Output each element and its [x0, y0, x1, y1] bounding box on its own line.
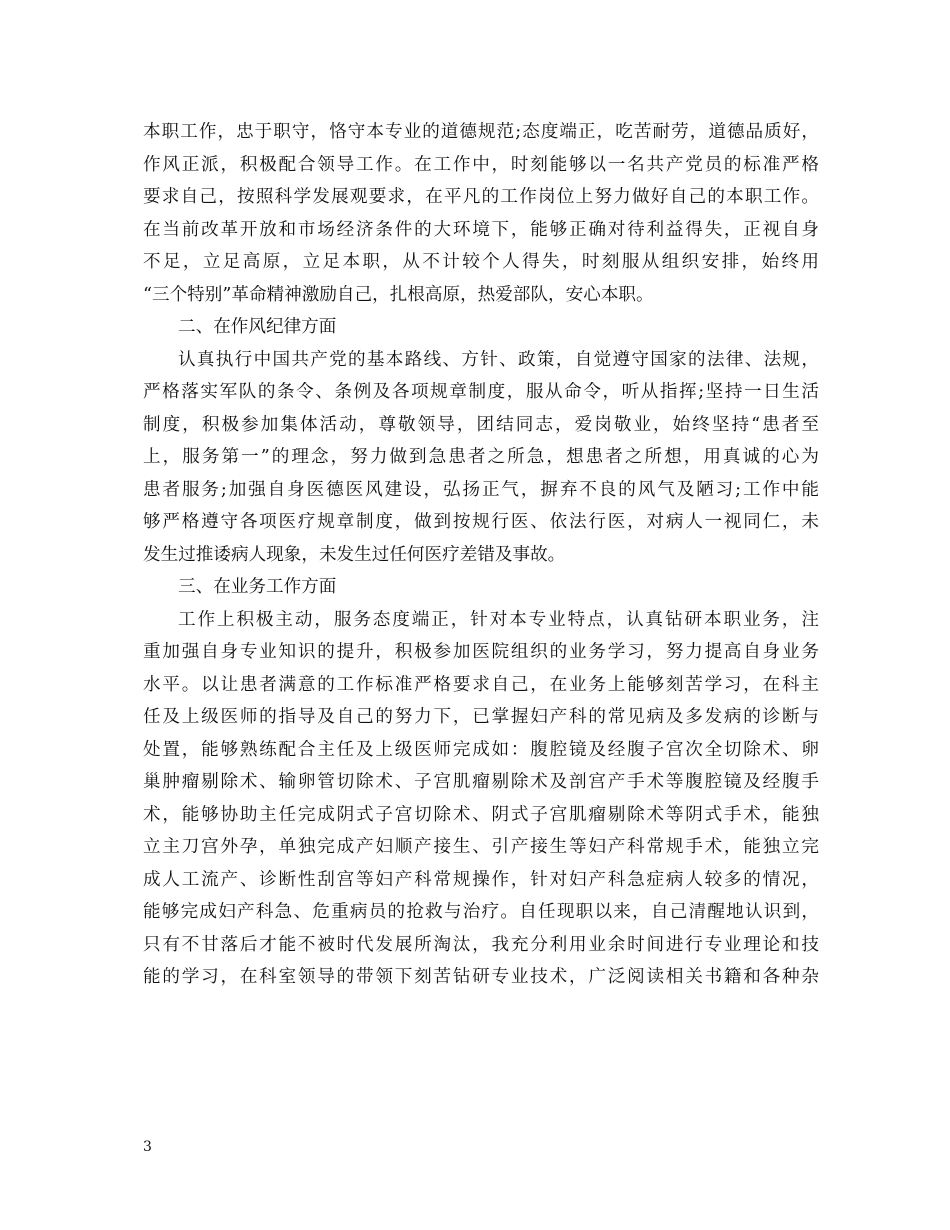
text-line: 本职工作，忠于职守，恪守本专业的道德规范;态度端正，吃苦耐劳，道德品质好， — [143, 122, 819, 142]
text-line: 作风正派，积极配合领导工作。在工作中，时刻能够以一名共产党员的标准严格 — [143, 154, 819, 175]
text-line: 制度，积极参加集体活动，尊敬领导，团结同志，爱岗敬业，始终坚持“患者至 — [143, 414, 819, 435]
text-line: 在当前改革开放和市场经济条件的大环境下，能够正确对待利益得失，正视自身 — [143, 219, 819, 240]
section-heading: 三、在业务工作方面 — [178, 577, 337, 597]
text-line: 上，服务第一”的理念，努力做到急患者之所急，想患者之所想，用真诚的心为 — [143, 447, 819, 467]
text-line: 水平。以让患者满意的工作标准严格要求自己，在业务上能够刻苦学习，在科主 — [143, 674, 819, 695]
text-line: 认真执行中国共产党的基本路线、方针、政策，自觉遵守国家的法律、法规， — [178, 349, 819, 370]
text-line: 能的学习，在科室领导的带领下刻苦钻研专业技术，广泛阅读相关书籍和各种杂 — [143, 967, 819, 987]
text-line: 只有不甘落后才能不被时代发展所淘汰，我充分利用业余时间进行专业理论和技 — [143, 934, 819, 955]
text-line: 重加强自身专业知识的提升，积极参加医院组织的业务学习，努力提高自身业务 — [143, 642, 819, 662]
text-line: “三个特别”革命精神激励自己，扎根高原，热爱部队，安心本职。 — [143, 284, 654, 305]
text-line: 工作上积极主动，服务态度端正，针对本专业特点，认真钻研本职业务，注 — [178, 609, 819, 630]
text-line: 巢肿瘤剔除术、输卵管切除术、子宫肌瘤剔除术及剖宫产手术等腹腔镜及经腹手 — [143, 772, 819, 792]
text-line: 严格落实军队的条令、条例及各项规章制度，服从命令，听从指挥;坚持一日生活 — [143, 382, 819, 402]
text-line: 任及上级医师的指导及自己的努力下，已掌握妇产科的常见病及多发病的诊断与 — [143, 707, 819, 727]
text-line: 立主刀宫外孕，单独完成产妇顺产接生、引产接生等妇产科常规手术，能独立完 — [143, 837, 819, 857]
text-line: 不足，立足高原，立足本职，从不计较个人得失，时刻服从组织安排，始终用 — [143, 252, 819, 272]
section-heading: 二、在作风纪律方面 — [178, 317, 337, 337]
text-line: 够严格遵守各项医疗规章制度，做到按规行医、依法行医，对病人一视同仁，未 — [143, 512, 819, 532]
page-number: 3 — [143, 1139, 152, 1155]
text-line: 能够完成妇产科急、危重病员的抢救与治疗。自任现职以来，自己清醒地认识到， — [143, 902, 819, 922]
text-line: 发生过推诿病人现象，未发生过任何医疗差错及事故。 — [143, 544, 566, 565]
text-line: 成人工流产、诊断性刮宫等妇产科常规操作，针对妇产科急症病人较多的情况， — [143, 869, 819, 890]
text-line: 患者服务;加强自身医德医风建设，弘扬正气，摒弃不良的风气及陋习;工作中能 — [143, 479, 819, 500]
text-line: 术，能够协助主任完成阴式子宫切除术、阴式子宫肌瘤剔除术等阴式手术，能独 — [143, 804, 819, 825]
text-line: 要求自己，按照科学发展观要求，在平凡的工作岗位上努力做好自己的本职工作。 — [143, 187, 819, 207]
body-text — [143, 116, 819, 994]
text-line: 处置，能够熟练配合主任及上级医师完成如：腹腔镜及经腹子宫次全切除术、卵 — [143, 739, 819, 760]
